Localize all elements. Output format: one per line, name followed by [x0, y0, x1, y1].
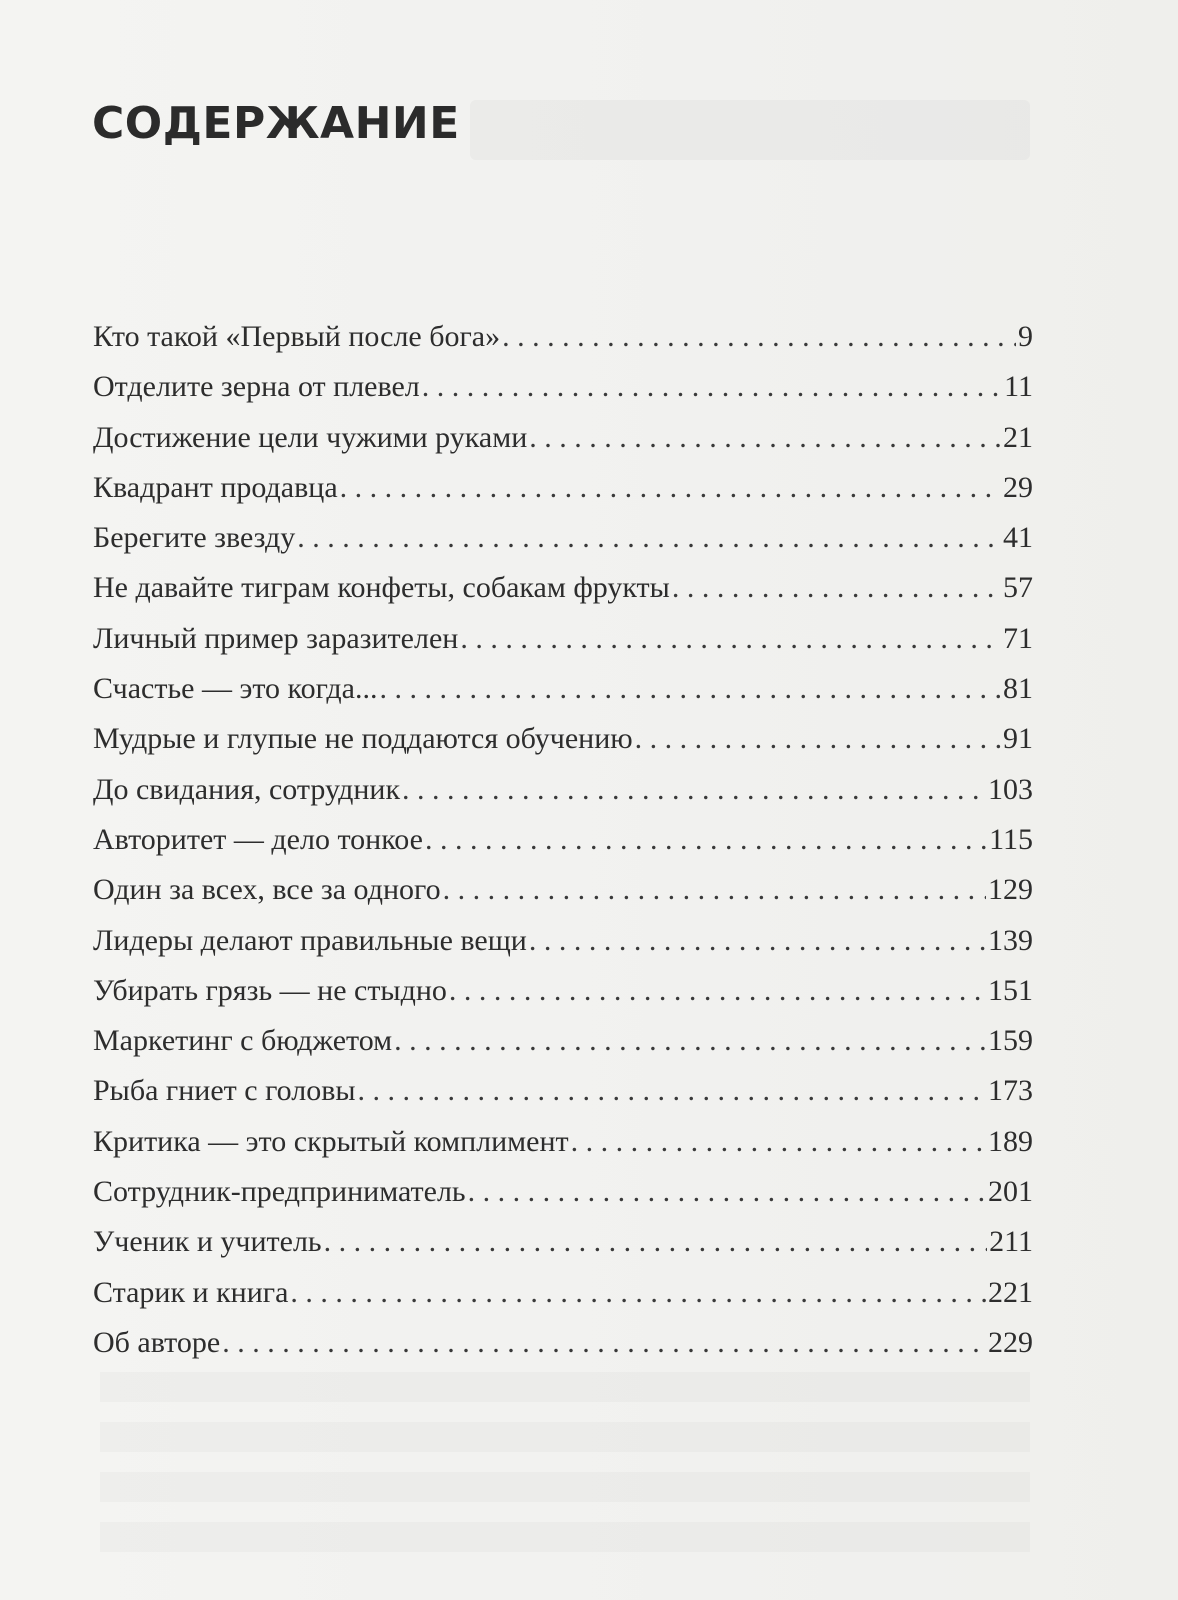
- toc-entry-page: 21: [1003, 420, 1033, 454]
- toc-entry-page: 139: [988, 923, 1033, 957]
- toc-entry-title: Маркетинг с бюджетом: [93, 1024, 393, 1058]
- toc-entry: [93, 519, 1033, 569]
- toc-entry-page: 29: [1003, 470, 1033, 504]
- toc-leader-dots: [502, 318, 1016, 356]
- toc-leader-dots: [672, 569, 1001, 607]
- toc-entry-page: 129: [988, 873, 1033, 907]
- toc-entry-page: 81: [1003, 672, 1033, 706]
- toc-leader-dots: [529, 419, 1001, 457]
- toc-leader-dots: [425, 821, 987, 859]
- toc-entry-title: Об авторе: [93, 1325, 221, 1359]
- toc-leader-dots: [394, 1022, 986, 1060]
- toc-entry: [93, 972, 1033, 1022]
- toc-entry-page: 201: [988, 1175, 1033, 1209]
- toc-leader-dots: [529, 922, 986, 960]
- toc-leader-dots: [422, 368, 1002, 406]
- toc-entry-title: Один за всех, все за одного: [93, 873, 441, 907]
- toc-entry-page: 211: [989, 1225, 1033, 1259]
- toc-entry: [93, 1022, 1033, 1072]
- toc-entry: [93, 871, 1033, 921]
- toc-entry: [93, 771, 1033, 821]
- toc-entry-title: Личный пример заразителен: [93, 621, 459, 655]
- toc-entry: [93, 670, 1033, 720]
- toc-entry-page: 11: [1004, 370, 1033, 404]
- toc-entry-title: Сотрудник-предприниматель: [93, 1175, 466, 1209]
- toc-leader-dots: [402, 771, 986, 809]
- toc-entry: [93, 720, 1033, 770]
- toc-leader-dots: [449, 972, 986, 1010]
- toc-entry-page: 41: [1003, 521, 1033, 555]
- toc-entry-page: 115: [989, 822, 1033, 856]
- toc-entry-page: 189: [988, 1124, 1033, 1158]
- toc-entry-title: Авторитет — дело тонкое: [93, 822, 423, 856]
- toc-entry: [93, 620, 1033, 670]
- toc-entry: [93, 1123, 1033, 1173]
- toc-leader-dots: [460, 620, 1001, 658]
- toc-entry-page: 229: [988, 1325, 1033, 1359]
- toc-entry-page: 9: [1018, 320, 1033, 353]
- show-through-shape: [100, 1472, 1030, 1502]
- toc-entry: [93, 318, 1033, 368]
- toc-leader-dots: [379, 670, 1001, 708]
- toc-entry: [93, 922, 1033, 972]
- toc-leader-dots: [468, 1173, 986, 1211]
- toc-entry-title: Не давайте тиграм конфеты, собакам фрукты: [93, 571, 670, 605]
- toc-leader-dots: [443, 871, 986, 909]
- toc-entry-title: Критика — это скрытый комплимент: [93, 1124, 569, 1158]
- toc-entry-title: Мудрые и глупые не поддаются обучению: [93, 722, 633, 756]
- show-through-shape: [470, 100, 1030, 160]
- table-of-contents: [93, 318, 1033, 1374]
- toc-leader-dots: [635, 720, 1001, 758]
- toc-leader-dots: [358, 1072, 986, 1110]
- toc-entry: [93, 1173, 1033, 1223]
- toc-entry-title: Убирать грязь — не стыдно: [93, 973, 447, 1007]
- toc-entry: [93, 821, 1033, 871]
- toc-leader-dots: [222, 1324, 986, 1362]
- toc-entry: [93, 569, 1033, 619]
- toc-entry-page: 159: [988, 1024, 1033, 1058]
- toc-leader-dots: [324, 1223, 988, 1261]
- toc-entry-title: Достижение цели чужими руками: [93, 420, 528, 454]
- toc-entry: [93, 1324, 1033, 1374]
- toc-leader-dots: [571, 1123, 986, 1161]
- toc-entry: [93, 368, 1033, 418]
- toc-entry-title: Отделите зерна от плевел: [93, 370, 420, 404]
- toc-entry-page: 91: [1003, 722, 1033, 756]
- toc-entry-title: Лидеры делают правильные вещи: [93, 923, 527, 957]
- toc-entry-title: Рыба гниет с головы: [93, 1074, 356, 1108]
- toc-entry-page: 173: [988, 1074, 1033, 1108]
- page-title: СОДЕРЖАНИЕ: [92, 98, 460, 149]
- toc-entry-title: Ученик и учитель: [93, 1225, 322, 1259]
- toc-entry: [93, 1223, 1033, 1273]
- show-through-shape: [100, 1522, 1030, 1552]
- toc-entry: [93, 1274, 1033, 1324]
- toc-entry-title: Старик и книга: [93, 1275, 289, 1309]
- toc-entry: [93, 469, 1033, 519]
- toc-entry-title: Кто такой «Первый после бога»: [93, 320, 501, 353]
- toc-entry-page: 57: [1003, 571, 1033, 605]
- toc-entry-page: 71: [1003, 621, 1033, 655]
- toc-entry-page: 103: [988, 772, 1033, 806]
- toc-entry-page: 221: [988, 1275, 1033, 1309]
- toc-entry-title: До свидания, сотрудник: [93, 772, 401, 806]
- toc-entry: [93, 1072, 1033, 1122]
- toc-leader-dots: [290, 1274, 986, 1312]
- toc-entry-page: 151: [988, 973, 1033, 1007]
- toc-entry: [93, 419, 1033, 469]
- toc-leader-dots: [297, 519, 1001, 557]
- toc-leader-dots: [340, 469, 1001, 507]
- show-through-shape: [100, 1372, 1030, 1402]
- show-through-shape: [100, 1422, 1030, 1452]
- toc-entry-title: Счастье — это когда...: [93, 672, 378, 706]
- toc-entry-title: Берегите звезду: [93, 521, 296, 555]
- toc-entry-title: Квадрант продавца: [93, 470, 338, 504]
